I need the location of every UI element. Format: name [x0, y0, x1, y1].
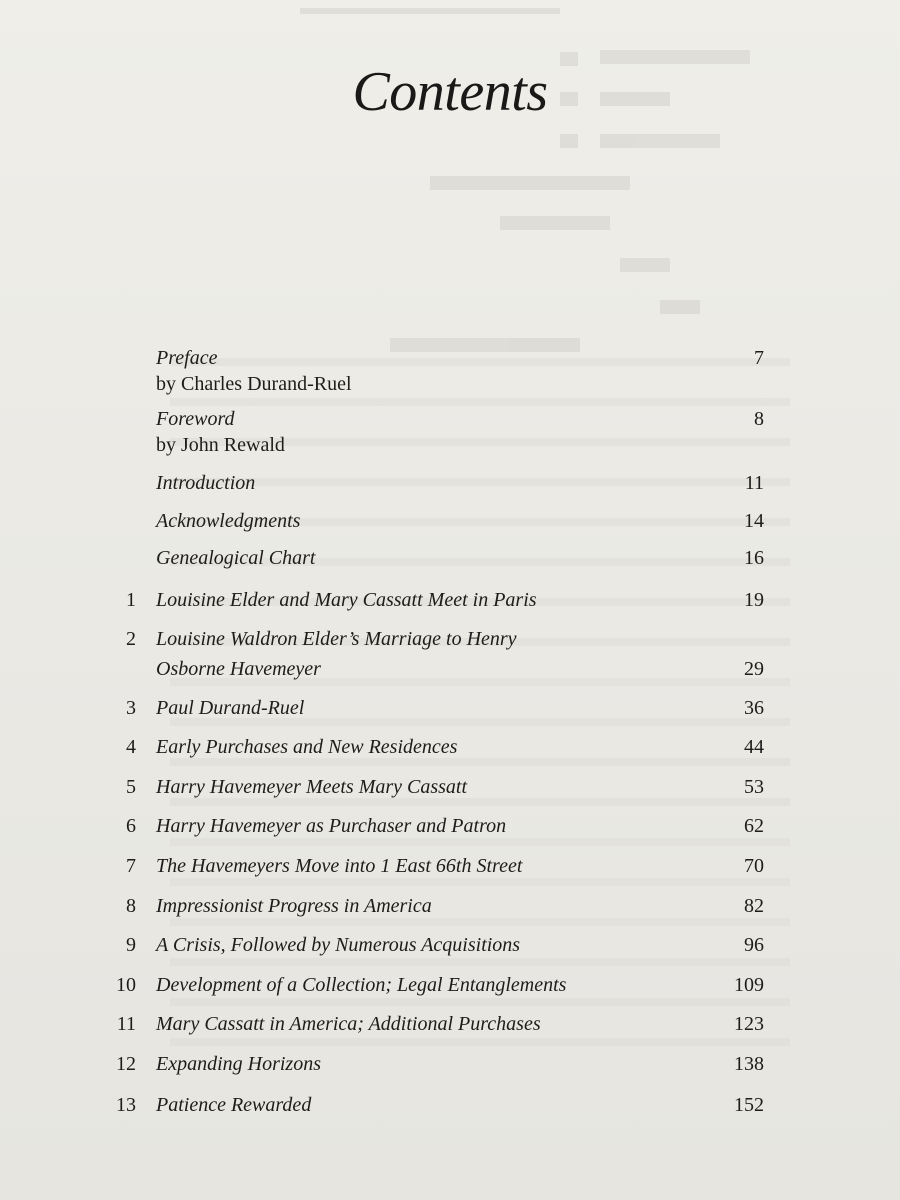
entry-title: Impressionist Progress in America: [156, 895, 432, 917]
entry-title: The Havemeyers Move into 1 East 66th Street: [156, 855, 523, 877]
page-number: 44: [744, 736, 764, 758]
page-number: 11: [744, 472, 764, 494]
chapter-number: 8: [126, 895, 136, 917]
page-number: 29: [744, 658, 764, 680]
chapter-number: 4: [126, 736, 136, 758]
page-number: 14: [744, 510, 764, 532]
toc-entry-chapter-9: [0, 931, 900, 971]
toc-entry-chapter-11: [0, 1010, 900, 1050]
toc-entry-chapter-6: [0, 812, 900, 852]
page-number: 70: [744, 855, 764, 877]
entry-title: Introduction: [156, 472, 256, 494]
page-number: 16: [744, 547, 764, 569]
chapter-number: 9: [126, 934, 136, 956]
toc-entry-introduction: [0, 469, 900, 509]
page-number: 82: [744, 895, 764, 917]
toc-entry-chapter-5: [0, 773, 900, 813]
entry-title: Harry Havemeyer as Purchaser and Patron: [156, 815, 507, 837]
entry-title: Louisine Waldron Elder’s Marriage to Henry: [156, 628, 517, 650]
toc-entry-preface: [0, 344, 900, 395]
chapter-number: 6: [126, 815, 136, 837]
entry-title: Paul Durand-Ruel: [156, 697, 305, 719]
entry-title: Development of a Collection; Legal Entanglements: [156, 974, 567, 996]
chapter-number: 13: [116, 1094, 136, 1116]
entry-byline: by John Rewald: [156, 434, 285, 456]
toc-entry-foreword: [0, 405, 900, 456]
page-number: 8: [754, 408, 764, 430]
chapter-number: 12: [116, 1053, 136, 1075]
toc-entry-chapter-3: [0, 694, 900, 734]
toc-entry-chapter-8: [0, 892, 900, 932]
chapter-number: 2: [126, 628, 136, 650]
entry-title: Preface: [156, 347, 218, 369]
toc-entry-chapter-2: [0, 625, 900, 680]
entry-title: Genealogical Chart: [156, 547, 316, 569]
chapter-number: 1: [126, 589, 136, 611]
entry-title: Foreword: [156, 408, 235, 430]
entry-title: Patience Rewarded: [156, 1094, 312, 1116]
chapter-number: 3: [126, 697, 136, 719]
toc-entry-chapter-12: [0, 1050, 900, 1090]
page-title: Contents: [352, 61, 548, 123]
page-number: 96: [744, 934, 764, 956]
entry-title: Harry Havemeyer Meets Mary Cassatt: [156, 776, 468, 798]
page-number: 19: [744, 589, 764, 611]
chapter-number: 7: [126, 855, 136, 877]
page-number: 7: [754, 347, 764, 369]
entry-title: Louisine Elder and Mary Cassatt Meet in Paris: [156, 589, 537, 611]
toc-entry-chapter-7: [0, 852, 900, 892]
page-number: 152: [734, 1094, 764, 1116]
entry-title: Acknowledgments: [156, 510, 301, 532]
page-number: 53: [744, 776, 764, 798]
toc-entry-acknowledgments: [0, 507, 900, 547]
chapter-number: 10: [116, 974, 136, 996]
toc-entry-chapter-4: [0, 733, 900, 773]
entry-title: Early Purchases and New Residences: [156, 736, 458, 758]
toc-entry-chapter-1: [0, 586, 900, 626]
page-number: 123: [734, 1013, 764, 1035]
page-number: 138: [734, 1053, 764, 1075]
page-number: 36: [744, 697, 764, 719]
toc-entry-genealogical-chart: [0, 544, 900, 584]
entry-title: Mary Cassatt in America; Additional Purchases: [156, 1013, 541, 1035]
entry-title: A Crisis, Followed by Numerous Acquisitions: [156, 934, 521, 956]
page-number: 109: [734, 974, 764, 996]
chapter-number: 5: [126, 776, 136, 798]
page-number: 62: [744, 815, 764, 837]
entry-title-continued: Osborne Havemeyer: [156, 658, 321, 680]
toc-entry-chapter-10: [0, 971, 900, 1011]
chapter-number: 11: [116, 1013, 136, 1035]
entry-byline: by Charles Durand-Ruel: [156, 373, 352, 395]
toc-entry-chapter-13: [0, 1091, 900, 1131]
entry-title: Expanding Horizons: [156, 1053, 321, 1075]
